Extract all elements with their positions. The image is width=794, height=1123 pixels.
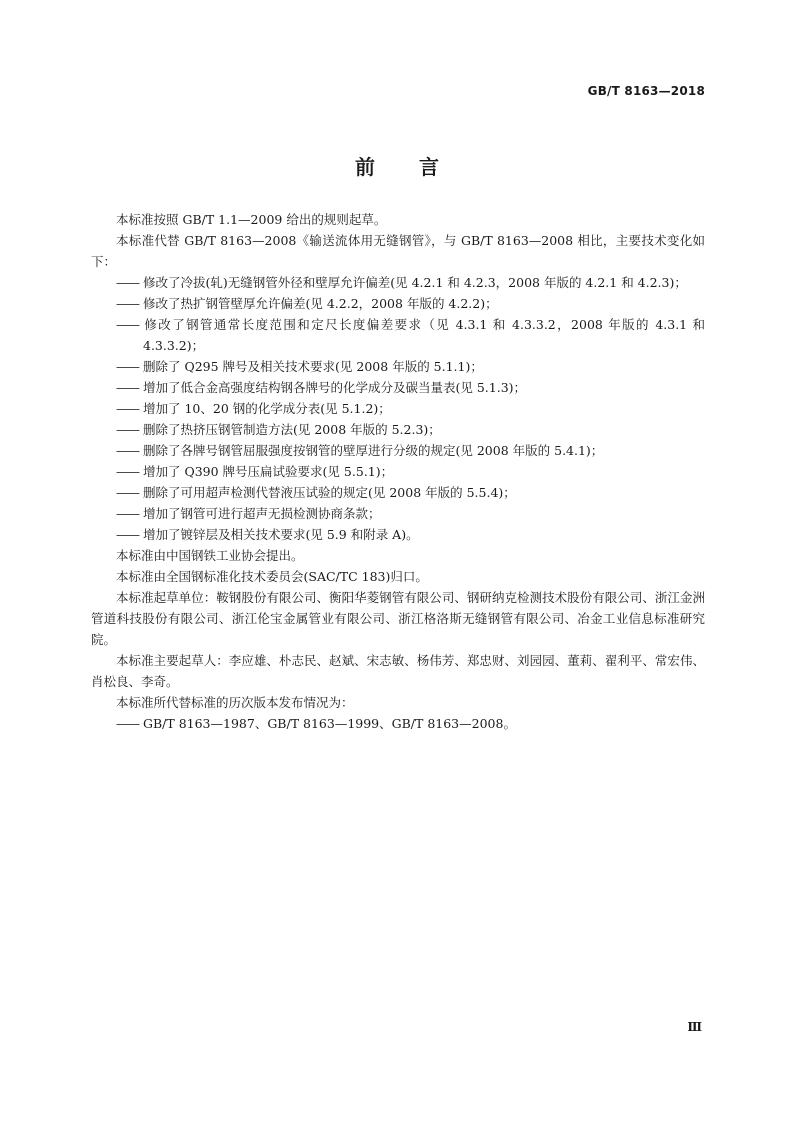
list-item <box>91 293 705 314</box>
list-item-text: 增加了 Q390 牌号压扁试验要求(见 5.5.1)； <box>143 464 394 479</box>
title-char-1: 前 <box>355 155 375 179</box>
paragraph-committee: 本标准由全国钢标准化技术委员会(SAC/TC 183)归口。 <box>116 569 428 584</box>
document-body <box>91 209 705 734</box>
list-item <box>91 356 705 377</box>
list-dash: —— <box>116 485 139 500</box>
list-item <box>91 398 705 419</box>
list-dash: —— <box>116 401 139 416</box>
list-item <box>91 272 705 293</box>
paragraph-proposer: 本标准由中国钢铁工业协会提出。 <box>116 548 304 563</box>
list-item-text: 修改了钢管通常长度范围和定尺长度偏差要求（见 4.3.1 和 4.3.3.2，2008 年版的 4.3.1 和 4.3.3.2)； <box>143 317 705 353</box>
list-item <box>91 377 705 398</box>
list-dash: —— <box>116 422 139 437</box>
list-item-text: 增加了钢管可进行超声无损检测协商条款； <box>143 506 381 521</box>
paragraph-history-intro: 本标准所代替标准的历次版本发布情况为： <box>116 695 354 710</box>
list-dash: —— <box>116 464 139 479</box>
list-dash: —— <box>116 506 139 521</box>
list-item <box>91 314 705 356</box>
page-number: Ⅲ <box>687 1020 702 1034</box>
list-dash: —— <box>116 716 139 731</box>
standard-code: GB/T 8163—2018 <box>587 84 705 98</box>
list-item-text: 修改了热扩钢管壁厚允许偏差(见 4.2.2，2008 年版的 4.2.2)； <box>143 296 498 311</box>
paragraph-drafters: 本标准主要起草人：李应雄、朴志民、赵斌、宋志敏、杨伟芳、郑忠财、刘园园、董莉、翟利平、常宏伟、肖松良、李奇。 <box>91 653 705 689</box>
list-item-text: 删除了各牌号钢管屈服强度按钢管的壁厚进行分级的规定(见 2008 年版的 5.4.1)； <box>143 443 604 458</box>
list-dash: —— <box>116 380 139 395</box>
list-item-text: 增加了 10、20 钢的化学成分表(见 5.1.2)； <box>143 401 391 416</box>
title-char-2: 言 <box>419 155 439 179</box>
history-text: GB/T 8163—1987、GB/T 8163—1999、GB/T 8163—2008。 <box>143 716 516 731</box>
list-item-text: 删除了热挤压钢管制造方法(见 2008 年版的 5.2.3)； <box>143 422 441 437</box>
paragraph-replacement: 本标准代替 GB/T 8163—2008《输送流体用无缝钢管》，与 GB/T 8163—2008 相比，主要技术变化如下： <box>91 233 705 269</box>
list-item <box>91 503 705 524</box>
list-item <box>91 482 705 503</box>
list-dash: —— <box>116 359 139 374</box>
list-dash: —— <box>116 296 139 311</box>
list-item-text: 删除了 Q295 牌号及相关技术要求(见 2008 年版的 5.1.1)； <box>143 359 483 374</box>
list-item-text: 增加了低合金高强度结构钢各牌号的化学成分及碳当量表(见 5.1.3)； <box>143 380 527 395</box>
list-item <box>91 440 705 461</box>
list-item-text: 删除了可用超声检测代替液压试验的规定(见 2008 年版的 5.5.4)； <box>143 485 516 500</box>
history-item <box>91 713 705 734</box>
paragraph-drafting-units: 本标准起草单位：鞍钢股份有限公司、衡阳华菱钢管有限公司、钢研纳克检测技术股份有限公司、浙江金洲管道科技股份有限公司、浙江伦宝金属管业有限公司、浙江格洛斯无缝钢管有限公司、冶金工业信息标准研究院。 <box>91 590 705 647</box>
list-dash: —— <box>116 443 139 458</box>
list-dash: —— <box>116 527 139 542</box>
page-title <box>0 151 794 180</box>
list-item <box>91 461 705 482</box>
paragraph-drafting-rules: 本标准按照 GB/T 1.1—2009 给出的规则起草。 <box>116 212 387 227</box>
list-item-text: 修改了冷拔(轧)无缝钢管外径和壁厚允许偏差(见 4.2.1 和 4.2.3，2008 年版的 4.2.1 和 4.2.3)； <box>143 275 687 290</box>
list-item <box>91 524 705 545</box>
list-dash: —— <box>116 317 139 332</box>
list-item-text: 增加了镀锌层及相关技术要求(见 5.9 和附录 A)。 <box>143 527 419 542</box>
changes-list <box>91 272 705 545</box>
list-item <box>91 419 705 440</box>
list-dash: —— <box>116 275 139 290</box>
